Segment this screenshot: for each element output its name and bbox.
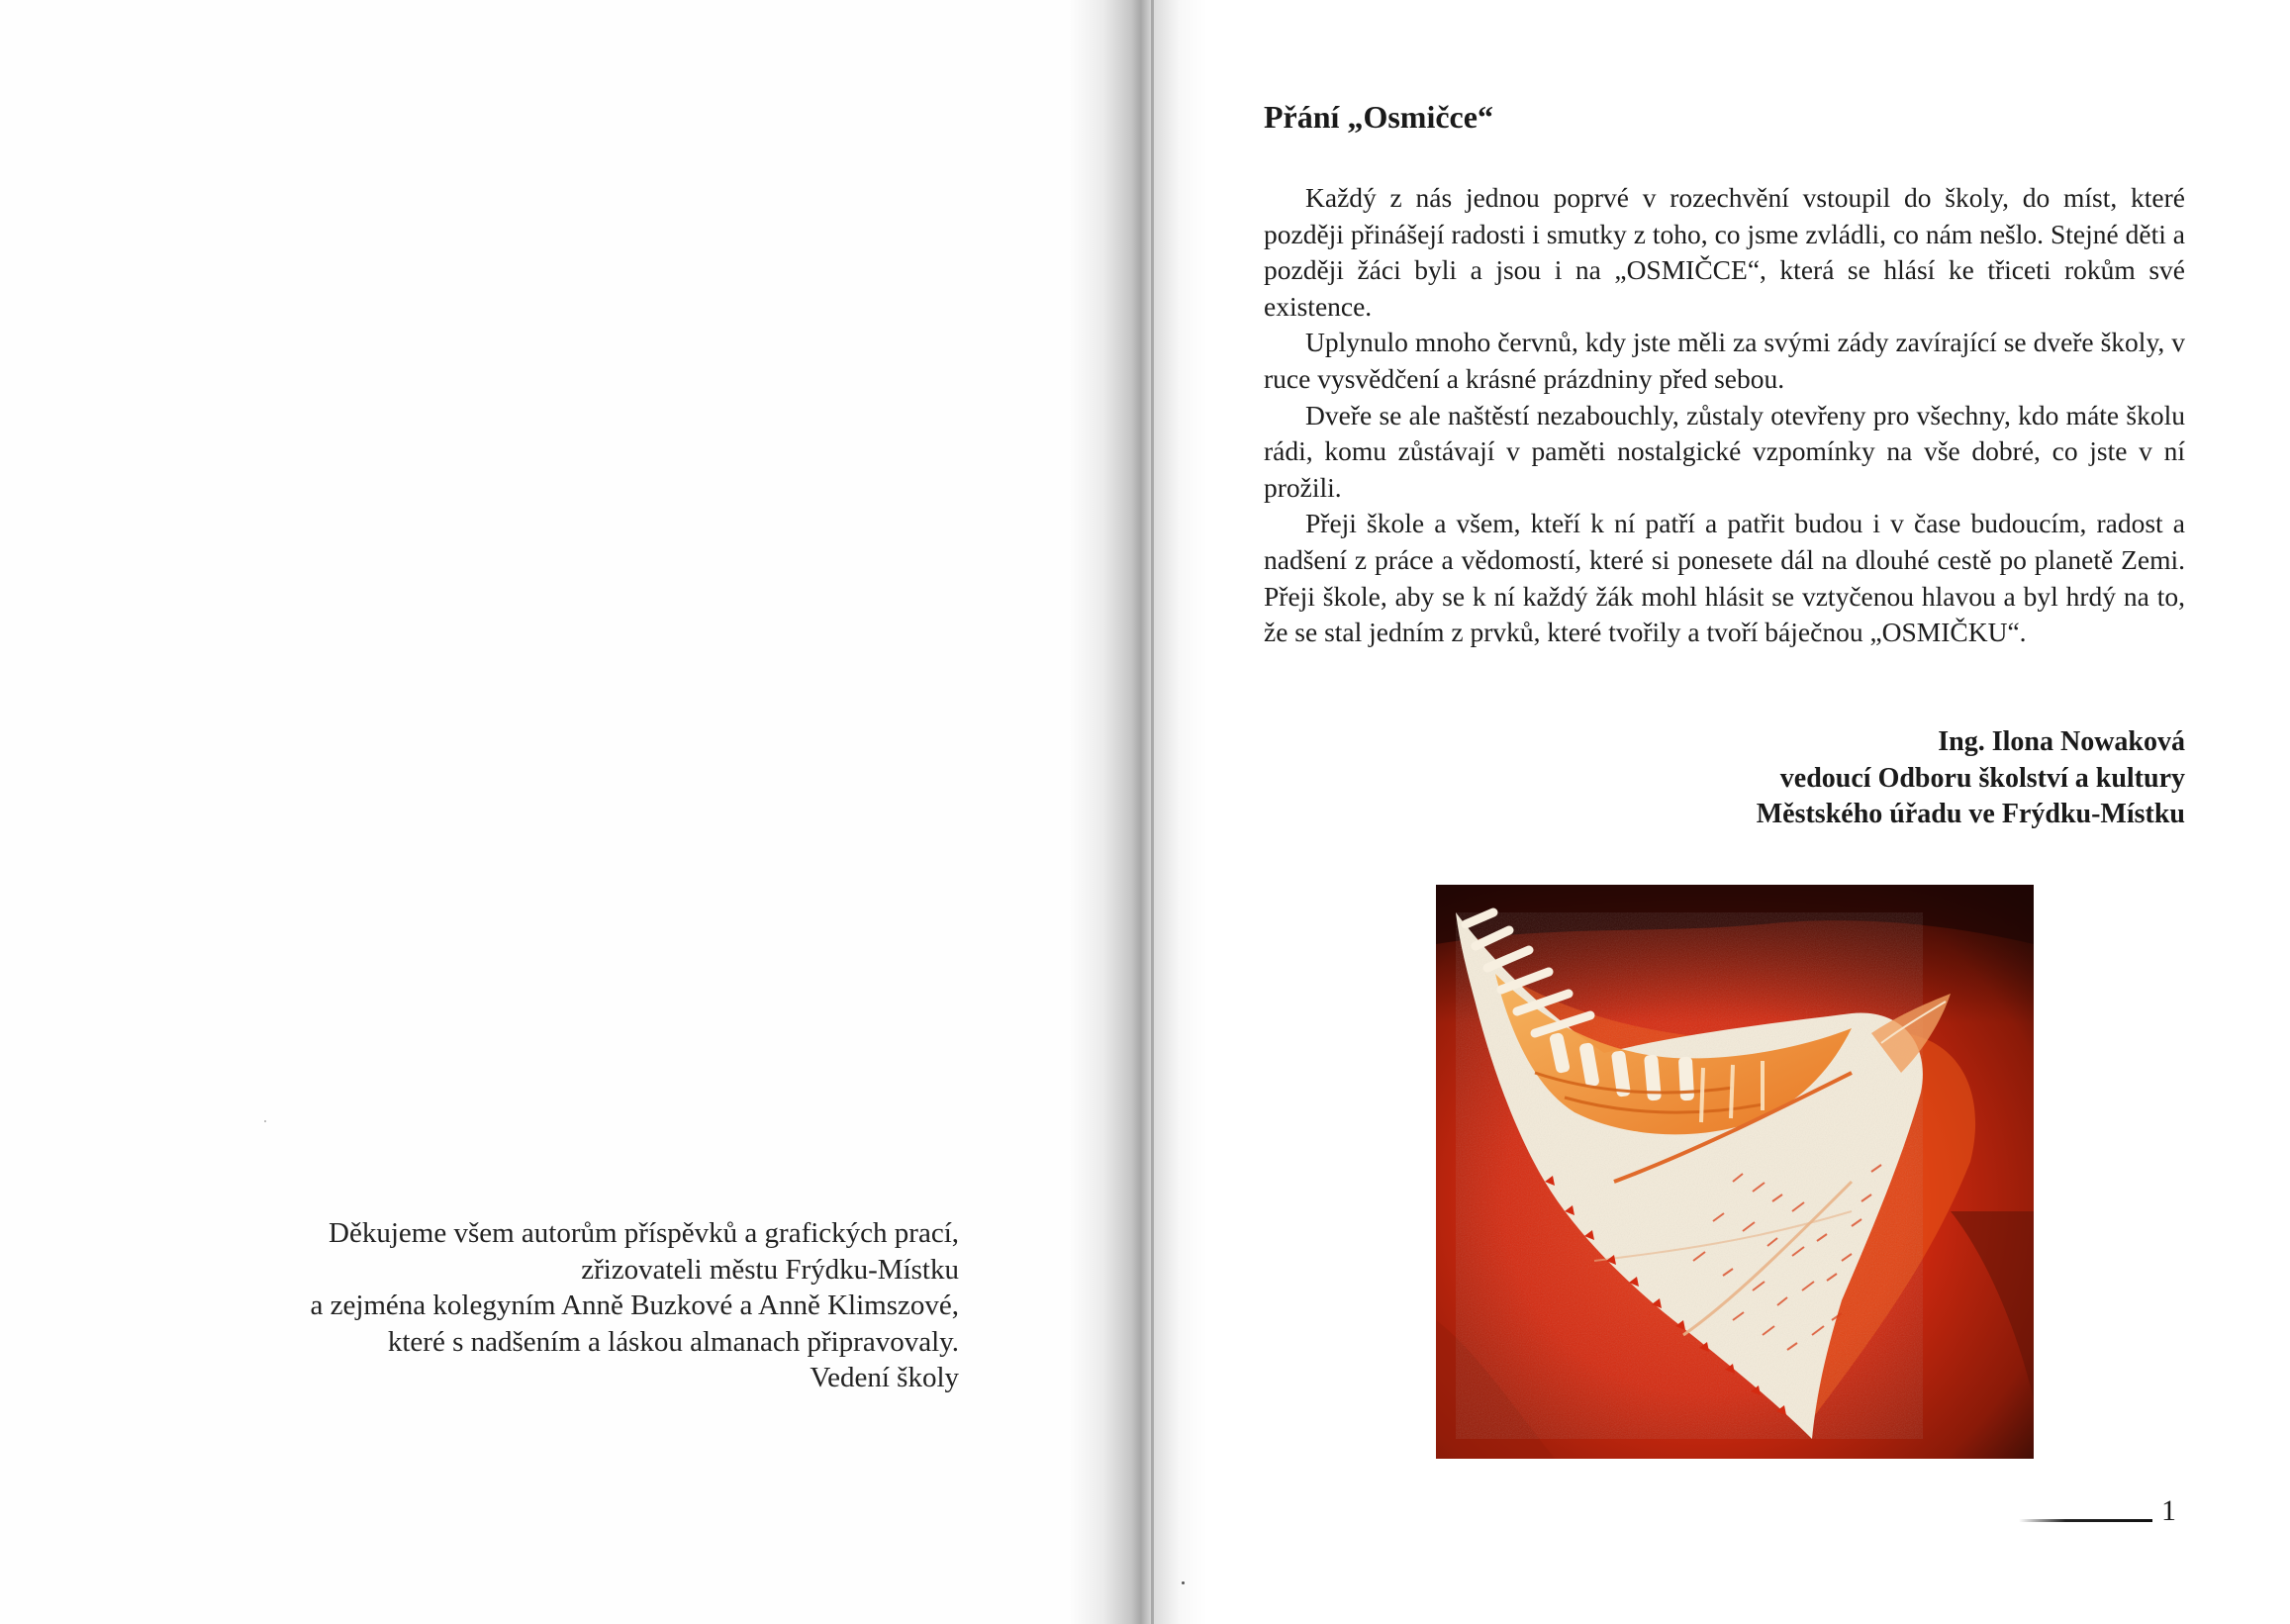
- author-office: Městského úřadu ve Frýdku-Místku: [1756, 799, 2185, 829]
- article-title: Přání „Osmičce“: [1264, 99, 1493, 135]
- article-body: [1264, 180, 2185, 651]
- acknowledgement-line: zřizovateli městu Frýdku-Místku: [581, 1253, 959, 1286]
- article-paragraph: Uplynulo mnoho červnů, kdy jste měli za svými zády zavírající se dveře školy, v ruce vysvědčení a krásné prázdniny před sebou.: [1264, 327, 2185, 394]
- author-signature: [1757, 724, 2185, 833]
- page-number: 1: [2161, 1494, 2176, 1527]
- acknowledgement-line: Děkujeme všem autorům příspěvků a grafických prací,: [329, 1217, 959, 1249]
- acknowledgement-line: a zejména kolegyním Anně Buzkové a Anně Klimszové,: [310, 1290, 959, 1321]
- article-paragraph: Každý z nás jednou poprvé v rozechvění vstoupil do školy, do míst, které později přinášejí radosti i smutky z toho, co jsme zvládli, co nám nešlo. Stejné děti a později žáci byli a jsou i na „OSMIČCE“, která se hlásí ke třiceti rokům své existence.: [1264, 182, 2185, 322]
- acknowledgement-block: [207, 1215, 959, 1396]
- book-gutter-fold: [1151, 0, 1154, 1624]
- acknowledgement-line: které s nadšením a láskou almanach připravovaly.: [387, 1325, 959, 1358]
- seashell-illustration: [1436, 885, 2034, 1459]
- article-paragraph: Přeji škole a všem, kteří k ní patří a patřit budou i v čase budoucím, radost a nadšení z práce a vědomostí, které si ponesete dál na dlouhé cestě po planetě Zemi. Přeji škole, aby se k ní každý žák mohl hlásit se vztyčenou hlavou a byl hrdý na to, že se stal jedním z prvků, které tvořily a tvoří báječnou „OSMIČKU“.: [1264, 508, 2185, 648]
- acknowledgement-signature: Vedení školy: [810, 1362, 959, 1393]
- book-gutter-shadow: [1069, 0, 1207, 1624]
- page-number-rule: [2019, 1519, 2152, 1522]
- author-position: vedoucí Odboru školství a kultury: [1779, 762, 2185, 794]
- article-paragraph: Dveře se ale naštěstí nezabouchly, zůstaly otevřeny pro všechny, kdo máte školu rádi, komu zůstávají v paměti nostalgické vzpomínky na vše dobré, co jste v ní prožili.: [1264, 399, 2185, 503]
- seashell-artwork: [1436, 885, 2034, 1459]
- scan-speck: [1182, 1581, 1185, 1584]
- scan-speck: [264, 1120, 266, 1122]
- author-name: Ing. Ilona Nowaková: [1938, 726, 2185, 757]
